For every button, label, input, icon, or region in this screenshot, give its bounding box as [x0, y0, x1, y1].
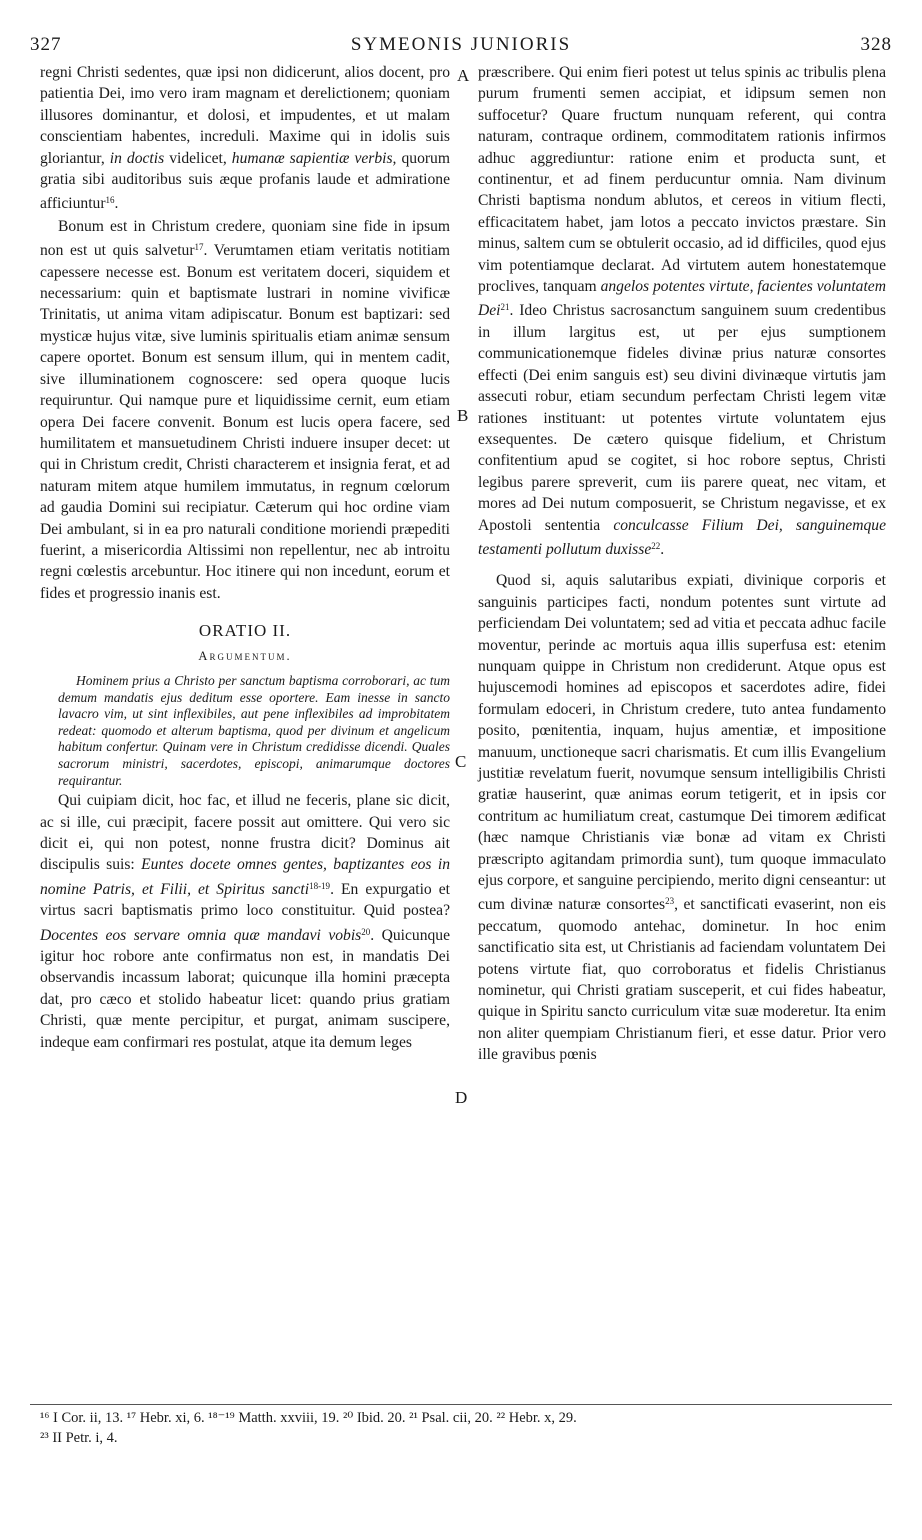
footnote-ref: 21 — [500, 302, 510, 313]
footnote-line: ²³ II Petr. i, 4. — [40, 1430, 118, 1446]
page-number-right: 328 — [860, 34, 892, 55]
footnote-ref: 18-19 — [309, 880, 331, 891]
margin-letter-b: B — [457, 406, 469, 425]
margin-letter-c: C — [455, 752, 467, 771]
running-header — [30, 34, 892, 60]
footnote-ref: 23 — [665, 896, 675, 907]
footnotes — [40, 1408, 890, 1448]
paragraph: Quod si, aquis salutaribus expiati, divinique corporis et sanguinis participes facti, nondum potentes sunt virtute ad perficiendam Dei voluntatem; sed ad vitia et peccata adhuc facile moventur, perinde ac mortuis aqua illis superfusa est: etenim nunquam quippe in Christum non crediderunt. Atque opus est hujuscemodi homines ad episcopos et sacerdotes adire, fidei formulam edoceri, in Christum credere, tuto antea fundamento posito, pœnitentia, inquam, hujus amentiæ, et impositione manuum, unctioneque sacri charismatis. Et cum illis Evangelium justitiæ revelatum fuerit, novumque sensum intelligibilis Christi gratiæ hauserint, quæ animas eorum tetigerit, et in ipsis cor contritum ac humiliatum creat, castumque Dei timorem ædificat (hæc namque Christianis viæ bonæ ad vitam ex Christi præscripto agitandam primordia sunt), tum quoque immaculato ejus corpore, et sanguine percipiendo, merito digni censeantur: ut cum divinæ naturæ consortes$^{23}$, et sanctificati evaserint, non eis peccatum, quomodo antehac, dominetur. In hoc enim sanctificatio sita est, ut Christianis ad faciendam voluntatem Dei potens virtute fiat, quo corroboratus et fidelis Christianus nominetur, qui Christi gratiam susceperit, et cui fides habeatur, quique in Spiritu sancto curriculum vitæ suæ moderetur. Ita enim non aliter quempiam Christianum fieri, et esse datur. Prior vero ille gravibus pœnis — [478, 572, 886, 1064]
footnote-ref: 20 — [361, 926, 371, 937]
footnote-ref: 16 — [105, 195, 115, 206]
paragraph: regni Christi sedentes, quæ ipsi non didicerunt, alios docent, pro patientia Dei, imo vero iram magnam et derelictionem; quoniam illusores dominantur, et dolosi, et impudentes, et ut malam conscientiam habentes, increduli. Maxime qui in idolis suis gloriantur, in doctis videlicet, humanæ sapientiæ verbis, quorum gratia sibi auditoribus suis æque profanis laude et admiratione afficiuntur$^{16}$. — [40, 64, 450, 213]
paragraph: præscribere. Qui enim fieri potest ut telus spinis ac tribulis plena purum frumenti semen accipiat, et idipsum semen non suffocetur? Quare fructum nunquam referent, qui contra naturam, contraque ordinem, commoditatem rationis infirmos adhuc aggrediuntur: ratione enim et producta sunt, et continentur, et ad finem perducuntur omnia. Nam divinum Christi baptisma nondum ablutos, et cereos in vitium flecti, efficacitatem habet, jam lotos a peccato invictos præstare. Sin minus, saltem cum se obtulerit occasio, ad id difficiles, quod ejus vim potentiamque declarat. Ad virtutem autem honestatemque proclives, tanquam angelos potentes virtute, facientes voluntatem Dei$^{21}$. Ideo Christus sacrosanctum sanguinem suum credentibus in illum largitus est, ut per ejus sumptionem communicationemque fideles divinæ prius naturæ consortes effecti (Dei enim sanguis est) seu divini divinæque virtutis jam assecuti robur, etiam secundum perfectam Christi legem vitæ rationes instituant: ut potentes virtute voluntatem ejus exsequentes. De cætero quisque fidelium, et Christum confitentium apud se cogitet, si hoc robore septus, Christi legibus parere spreverit, cum iis parere queat, nec vitam, et mores ad Dei nutum composuerit, se Christum negavisse, et ex Apostoli sententia conculcasse Filium Dei, sanguinemque testamenti pollutum duxisse$^{22}$. — [478, 64, 886, 558]
running-title: SYMEONIS JUNIORIS — [350, 34, 572, 55]
page-number-left: 327 — [30, 34, 62, 55]
right-column — [478, 62, 886, 1066]
footnote-ref: 17 — [194, 242, 204, 253]
margin-letter-d: D — [455, 1088, 468, 1107]
argument-heading: Argumentum. — [198, 648, 292, 663]
margin-letter-a: A — [457, 66, 470, 85]
left-column — [40, 62, 450, 1053]
footnote-line: ¹⁶ I Cor. ii, 13. ¹⁷ Hebr. xi, 6. ¹⁸⁻¹⁹ Matth. xxviii, 19. ²⁰ Ibid. 20. ²¹ Psal. cii, 20. ²² Hebr. x, 29. — [40, 1410, 577, 1426]
footnote-ref: 22 — [651, 540, 661, 551]
footnote-divider — [30, 1404, 892, 1405]
paragraph: Bonum est in Christum credere, quoniam sine fide in ipsum non est ut quis salvetur$^{17}$. Verumtamen etiam veritatis notitiam capessere necesse est. Bonum est veritatem doceri, siquidem et necessarium: quin et baptismate lustrari in nomine vivificæ Trinitatis, ut anima vitam adipiscatur. Bonum est baptizari: sed mysticæ hujus vitæ, sive luminis spiritualis etiam animæ sensum capere oportet. Bonum est sensum illum, qui in mentem cadit, sive illuminationem cognoscere: sed opera quoque lucis requiruntur. Qui namque pure et liquidissime cernit, eum etiam opera Dei facere convenit. Bonum est lucis opera facere, sed humilitatem et mansuetudinem Christi induere insuper decet: ut qui in Christum credit, Christi characterem et insignia ferat, et ad naturam mitem atque humilem immutatus, in regnum cœlorum ad gaudia Domini sui recipiatur. Cæterum qui hoc ordine viam Dei ambulant, si in ea pro naturali conditione moriendi præpediti fuerint, a misericordia Altissimi non repellentur, nec ab introitu regni cœlestis arcebuntur. Hoc itinere qui non incedunt, eorum et fides et progressio inanis est. — [40, 217, 450, 602]
paragraph: Qui cuipiam dicit, hoc fac, et illud ne feceris, plane sic dicit, ac si ille, cui præcipit, facere possit aut omittere. Qui vero sic dicit ei, qui non potest, nonne frustra dicit? Dominus ait discipulis suis: Euntes docete omnes gentes, baptizantes eos in nomine Patris, et Filii, et Spiritus sancti$^{18-19}$. En expurgatio et virtus sacri baptismatis primo loco constituitur. Quid postea? Docentes eos servare omnia quæ mandavi vobis$^{20}$. Quicunque igitur hoc robore ante confirmatus non est, in mandatis Dei observandis incassum laborat; quicunque illa homini præcepta dat, pro cæco et stolido habeatur licet: quando prius gratiam Christi, quæ mente percipitur, et purgat, animam suscipere, indeque eam confirmari res postulat, atque ita demum leges — [40, 792, 451, 1051]
argument-summary: Hominem prius a Christo per sanctum baptisma corroborari, ac tum demum mandatis ejus deditum esse oportere. Eam inesse in sancto lavacro vim, ut sint inflexibiles, aut pene inflexibiles ad improbitatem redeat: quomodo et alterum baptisma, quod per divinum et angelicum habitum confertur. Quinam vere in Christum credidisse dicendi. Quales sacrorum ministri, sacerdotes, episcopi, animarumque doctores requirantur. — [58, 672, 450, 788]
section-heading: ORATIO II. — [198, 621, 292, 641]
